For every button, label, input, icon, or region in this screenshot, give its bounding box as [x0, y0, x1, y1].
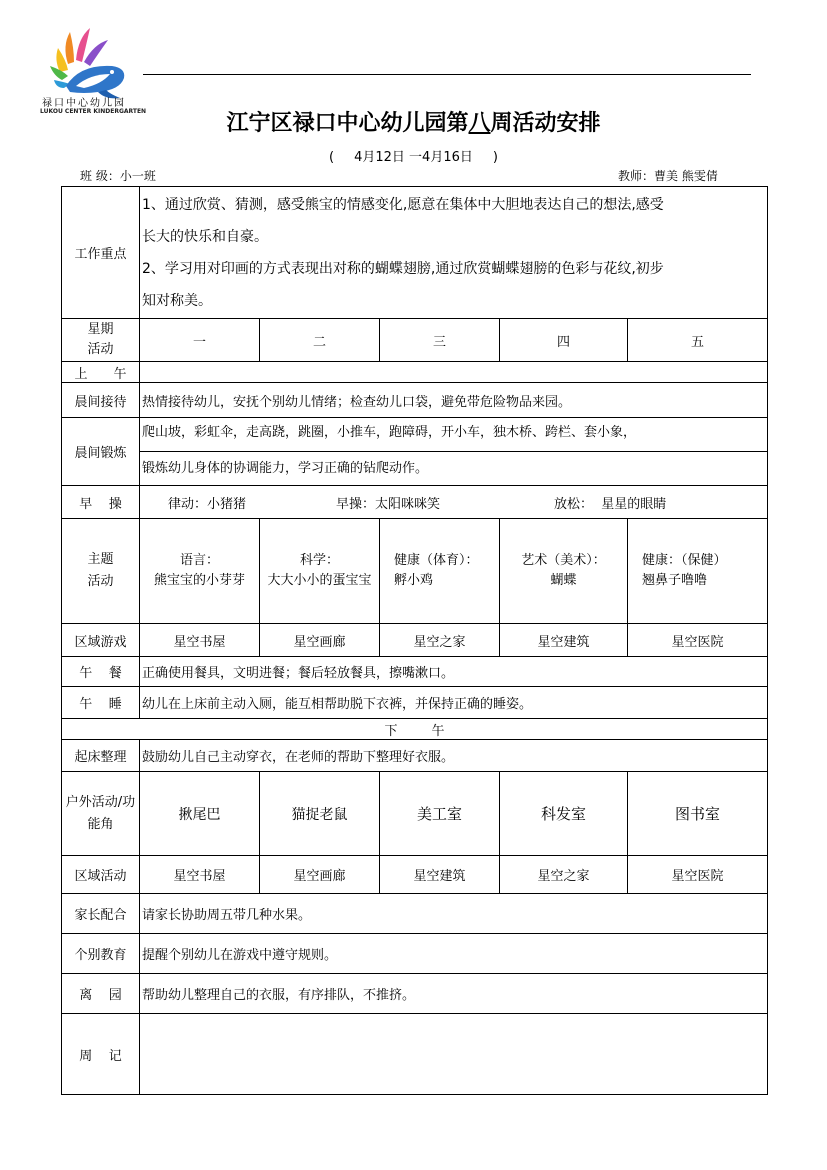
theme-item-title: 孵小鸡: [394, 573, 434, 588]
early-exercise-content: [140, 486, 768, 519]
title-week-number: 八: [468, 110, 491, 136]
theme-label: [62, 519, 140, 624]
area-activity-item: 星空医院: [628, 856, 768, 894]
focus-line: 长大的快乐和自豪。: [142, 228, 268, 245]
theme-label-top: 主题: [87, 552, 114, 567]
parents-text: 请家长协助周五带几种水果。: [140, 894, 768, 934]
date-range: 4月12日 一4月16日: [354, 150, 473, 165]
title-prefix: 江宁区禄口中心幼儿园第: [226, 110, 469, 136]
weekday-mon: 一: [140, 319, 260, 362]
theme-item: [260, 519, 380, 624]
date-close-paren: ): [492, 150, 498, 165]
class-name: 班 级：小一班: [80, 169, 156, 183]
exercise-line-2: 锻炼幼儿身体的协调能力，学习正确的钻爬动作。: [142, 461, 429, 476]
theme-item-subject: 健康（体育）：: [394, 553, 479, 568]
area-activity-item: 星空建筑: [380, 856, 500, 894]
page-title: [0, 106, 827, 137]
theme-item-subject: 健康：（保健）: [642, 553, 727, 568]
theme-row: [62, 519, 768, 624]
theme-item-title: 翘鼻子噜噜: [642, 573, 708, 588]
early-relax: 放松： 星星的眼睛: [554, 496, 667, 512]
outdoor-label-bottom: 能角: [87, 816, 114, 832]
individual-row: [62, 934, 768, 974]
afternoon-label-b: 午: [431, 723, 445, 739]
theme-item-title: 蝴蝶: [550, 573, 577, 588]
weekly-notes-row: [62, 1014, 768, 1095]
reception-label: 晨间接待: [62, 383, 140, 418]
outdoor-item: 猫捉老鼠: [260, 772, 380, 856]
lunch-label: 午 餐: [62, 657, 140, 687]
morning-blank: [140, 362, 768, 383]
early-rhythm: 律动：小猪猪: [168, 496, 247, 512]
early-exercise-label: 早 操: [62, 486, 140, 519]
theme-item-subject: 艺术（美术）：: [521, 553, 606, 568]
exercise-label: 晨间锻炼: [62, 418, 140, 486]
nap-text: 幼儿在上床前主动入厕，能互相帮助脱下衣裤，并保持正确的睡姿。: [140, 687, 768, 719]
outdoor-label-top: 户外活动/功: [65, 794, 136, 810]
weekly-notes-text: [140, 1014, 768, 1095]
header-rule: [143, 74, 751, 75]
outdoor-row: [62, 772, 768, 856]
area-activity-item: 星空之家: [500, 856, 628, 894]
area-game-row: [62, 624, 768, 657]
outdoor-item: 科发室: [500, 772, 628, 856]
reception-text: 热情接待幼儿，安抚个别幼儿情绪；检查幼儿口袋，避免带危险物品来园。: [140, 383, 768, 418]
theme-item: [500, 519, 628, 624]
area-game-item: 星空医院: [628, 624, 768, 657]
early-exercise-row: [62, 486, 768, 519]
logo-chinese-name: 禄口中心幼儿园: [42, 98, 126, 109]
area-game-item: 星空建筑: [500, 624, 628, 657]
afternoon-header-row: [62, 719, 768, 740]
weekday-fri: 五: [628, 319, 768, 362]
lunch-text: 正确使用餐具，文明进餐；餐后轻放餐具，擦嘴漱口。: [140, 657, 768, 687]
morning-header-row: [62, 362, 768, 383]
morning-label: [62, 362, 140, 383]
morning-label-b: 午: [113, 366, 127, 382]
afternoon-label-a: 下: [384, 723, 398, 739]
outdoor-item: 图书室: [628, 772, 768, 856]
weekday-label-bottom: 活动: [87, 342, 114, 357]
parents-row: [62, 894, 768, 934]
weekday-label-top: 星期: [87, 322, 114, 337]
area-activity-label: 区域活动: [62, 856, 140, 894]
lunch-row: [62, 657, 768, 687]
afternoon-label: [62, 719, 768, 740]
area-activity-item: 星空书屋: [140, 856, 260, 894]
title-suffix: 周活动安排: [490, 110, 601, 136]
area-game-item: 星空书屋: [140, 624, 260, 657]
focus-label: 工作重点: [62, 187, 140, 319]
weekday-wed: 三: [380, 319, 500, 362]
theme-item-subject: 科学：: [299, 553, 339, 568]
exercise-line-1: 爬山坡，彩虹伞，走高跷，跳圈，小推车，跑障碍，开小车，独木桥、跨栏、套小象，: [140, 418, 767, 452]
focus-line: 2、学习用对印画的方式表现出对称的蝴蝶翅膀,通过欣赏蝴蝶翅膀的色彩与花纹,初步: [142, 260, 664, 277]
early-drill: 早操：太阳咪咪笑: [336, 496, 441, 512]
theme-label-bottom: 活动: [87, 574, 114, 589]
area-activity-item: 星空画廊: [260, 856, 380, 894]
leaving-row: [62, 974, 768, 1014]
theme-item: [140, 519, 260, 624]
outdoor-item: 美工室: [380, 772, 500, 856]
nap-row: [62, 687, 768, 719]
wakeup-text: 鼓励幼儿自己主动穿衣，在老师的帮助下整理好衣服。: [140, 740, 768, 772]
individual-text: 提醒个别幼儿在游戏中遵守规则。: [140, 934, 768, 974]
date-range-line: [0, 146, 827, 165]
logo-english-name: LUKOU CENTER KINDERGARTEN: [40, 108, 147, 115]
morning-label-a: 上: [74, 366, 88, 382]
exercise-row: [62, 418, 768, 486]
theme-item-title: 熊宝宝的小芽芽: [153, 573, 245, 588]
weekly-notes-label: 周 记: [62, 1014, 140, 1095]
teacher-names: 教师：曹美 熊雯倩: [618, 169, 718, 183]
theme-item-title: 大大小小的蛋宝宝: [267, 573, 372, 588]
date-open-paren: (: [329, 150, 335, 165]
area-game-item: 星空之家: [380, 624, 500, 657]
individual-label: 个别教育: [62, 934, 140, 974]
weekday-tue: 二: [260, 319, 380, 362]
area-activity-row: [62, 856, 768, 894]
wakeup-row: [62, 740, 768, 772]
focus-row: [62, 187, 768, 319]
weekday-header-row: [62, 319, 768, 362]
focus-line: 知对称美。: [142, 292, 212, 309]
weekday-thu: 四: [500, 319, 628, 362]
theme-item-subject: 语言：: [179, 553, 219, 568]
outdoor-item: 揪尾巴: [140, 772, 260, 856]
leaving-text: 帮助幼儿整理自己的衣服，有序排队，不推挤。: [140, 974, 768, 1014]
exercise-content: [140, 418, 768, 486]
schedule-table: [61, 186, 768, 1095]
parents-label: 家长配合: [62, 894, 140, 934]
nap-label: 午 睡: [62, 687, 140, 719]
theme-item: [380, 519, 500, 624]
leaving-label: 离 园: [62, 974, 140, 1014]
theme-item: [628, 519, 768, 624]
focus-content: [140, 187, 768, 319]
reception-row: [62, 383, 768, 418]
area-game-label: 区域游戏: [62, 624, 140, 657]
focus-line: 1、通过欣赏、猜测，感受熊宝的情感变化,愿意在集体中大胆地表达自己的想法,感受: [142, 196, 664, 213]
weekday-header-label: [62, 319, 140, 362]
outdoor-label: [62, 772, 140, 856]
area-game-item: 星空画廊: [260, 624, 380, 657]
wakeup-label: 起床整理: [62, 740, 140, 772]
